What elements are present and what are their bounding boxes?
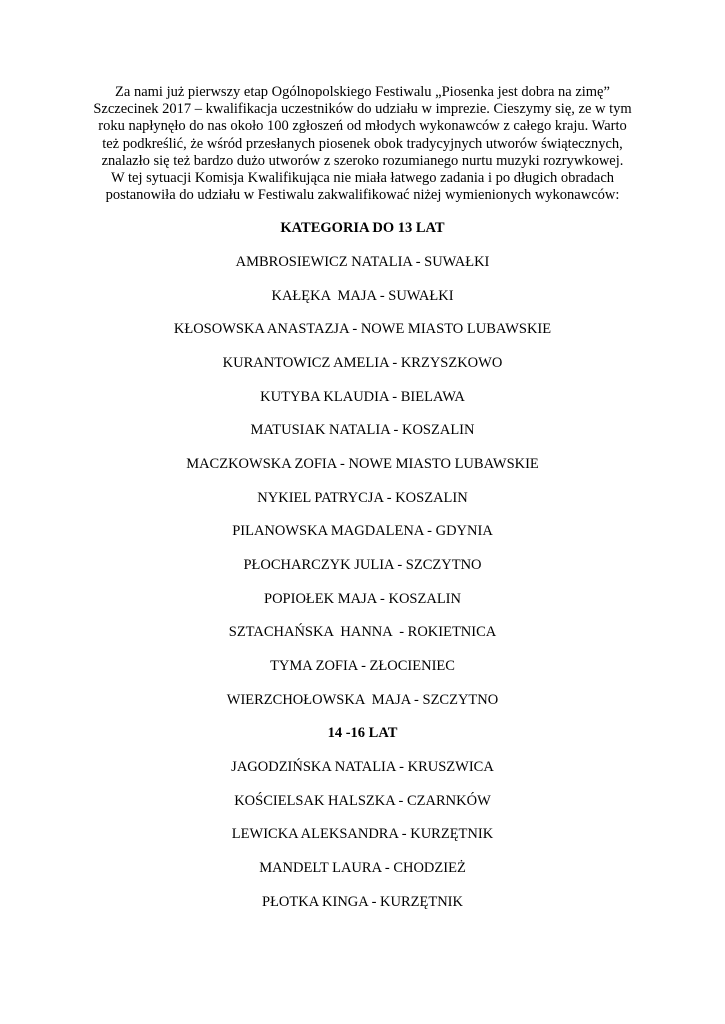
participant-entry: MACZKOWSKA ZOFIA - NOWE MIASTO LUBAWSKIE <box>186 456 539 472</box>
participant-entry: KŁOSOWSKA ANASTAZJA - NOWE MIASTO LUBAWSKIE <box>173 321 552 337</box>
participant-entry: MANDELT LAURA - CHODZIEŻ <box>259 860 466 876</box>
participant-entry: NYKIEL PATRYCJA - KOSZALIN <box>257 490 468 506</box>
participant-entry: LEWICKA ALEKSANDRA - KURZĘTNIK <box>231 826 494 842</box>
intro-line: Za nami już pierwszy etap Ogólnopolskiego Festiwalu „Piosenka jest dobra na zimę” <box>115 84 610 100</box>
participant-entry: KOŚCIELSAK HALSZKA - CZARNKÓW <box>234 793 491 809</box>
intro-line: postanowiła do udziału w Festiwalu zakwalifikować niżej wymienionych wykonawców: <box>105 187 620 204</box>
participant-entry: MATUSIAK NATALIA - KOSZALIN <box>250 422 475 438</box>
participant-entry: TYMA ZOFIA - ZŁOCIENIEC <box>270 658 455 674</box>
category-heading-14-16: 14 -16 LAT <box>327 725 398 741</box>
category-heading-under-13: KATEGORIA DO 13 LAT <box>280 220 445 236</box>
participant-entry: POPIOŁEK MAJA - KOSZALIN <box>264 591 461 607</box>
participant-entry: WIERZCHOŁOWSKA MAJA - SZCZYTNO <box>226 692 499 708</box>
intro-line: znalazło się też bardzo dużo utworów z szeroko rozumianego nurtu muzyki rozrywkowej. <box>101 152 624 169</box>
participant-entry: PILANOWSKA MAGDALENA - GDYNIA <box>232 523 493 539</box>
intro-line: też podkreślić, że wśród przesłanych piosenek obok tradycyjnych utworów świątecznych, <box>102 135 623 152</box>
participant-entry: KURANTOWICZ AMELIA - KRZYSZKOWO <box>222 355 503 371</box>
participant-entry: JAGODZIŃSKA NATALIA - KRUSZWICA <box>231 759 494 775</box>
participant-entry: PŁOCHARCZYK JULIA - SZCZYTNO <box>243 557 482 573</box>
intro-line: W tej sytuacji Komisja Kwalifikująca nie miała łatwego zadania i po długich obradach <box>110 170 615 187</box>
participant-entry: KUTYBA KLAUDIA - BIELAWA <box>260 389 465 405</box>
intro-paragraph <box>80 84 645 204</box>
intro-line: roku napłynęło do nas około 100 zgłoszeń od młodych wykonawców z całego kraju. Warto <box>98 118 627 135</box>
participant-entry: AMBROSIEWICZ NATALIA - SUWAŁKI <box>235 254 490 270</box>
participant-entry: KAŁĘKA MAJA - SUWAŁKI <box>271 288 454 304</box>
participant-entry: PŁOTKA KINGA - KURZĘTNIK <box>262 894 463 910</box>
participant-entry: SZTACHAŃSKA HANNA - ROKIETNICA <box>228 624 497 640</box>
intro-line: Szczecinek 2017 – kwalifikacja uczestników do udziału w imprezie. Cieszymy się, ze w tym <box>93 101 632 118</box>
